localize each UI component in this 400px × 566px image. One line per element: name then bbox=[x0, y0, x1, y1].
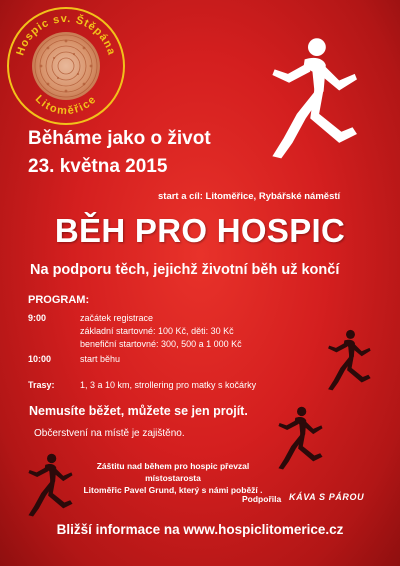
program-item: start běhu bbox=[80, 354, 121, 364]
runner-icon bbox=[268, 403, 326, 475]
program-heading: PROGRAM: bbox=[28, 294, 90, 306]
program-time: 10:00 bbox=[28, 354, 52, 364]
svg-text:Litoměřice: Litoměřice bbox=[32, 93, 100, 118]
patronage-note bbox=[78, 460, 268, 496]
sponsor-name: KÁVA S PÁROU bbox=[289, 492, 365, 502]
runner-icon bbox=[318, 326, 374, 396]
headline-date: 23. května 2015 bbox=[28, 156, 168, 177]
sponsor-label: Podpořila bbox=[242, 494, 282, 504]
poster-title: BĚH PRO HOSPIC bbox=[54, 212, 346, 249]
program-item: základní startovné: 100 Kč, děti: 30 Kč bbox=[80, 326, 234, 336]
patronage-line1: Záštitu nad během pro hospic převzal místostarosta bbox=[96, 461, 250, 483]
subtitle: Na podporu těch, jejichž životní běh už končí bbox=[30, 262, 340, 278]
refreshment-note: Občerstvení na místě je zajištěno. bbox=[34, 428, 185, 439]
trasy-label: Trasy: bbox=[28, 380, 55, 390]
program-time: 9:00 bbox=[28, 313, 47, 323]
trasy-text: 1, 3 a 10 km, strollering pro matky s kočárky bbox=[80, 380, 257, 390]
headline-line1: Běháme jako o život bbox=[28, 128, 211, 149]
more-info-link[interactable]: Bližší informace na www.hospiclitomerice.cz bbox=[56, 522, 344, 537]
program-item: benefiční startovné: 300, 500 a 1 000 Kč bbox=[80, 339, 242, 349]
program-item: začátek registrace bbox=[80, 313, 154, 323]
walk-note: Nemusíte běžet, můžete se jen projít. bbox=[29, 404, 248, 418]
hospic-logo-icon bbox=[4, 4, 128, 128]
runner-icon bbox=[252, 36, 364, 164]
patronage-line2: Litoměřic Pavel Grund, který s námi poběží . bbox=[83, 485, 263, 495]
svg-text:Hospic sv. Štěpána: Hospic sv. Štěpána bbox=[14, 12, 118, 58]
runner-icon bbox=[18, 448, 76, 524]
start-finish-info: start a cíl: Litoměřice, Rybářské náměstí bbox=[158, 191, 341, 202]
